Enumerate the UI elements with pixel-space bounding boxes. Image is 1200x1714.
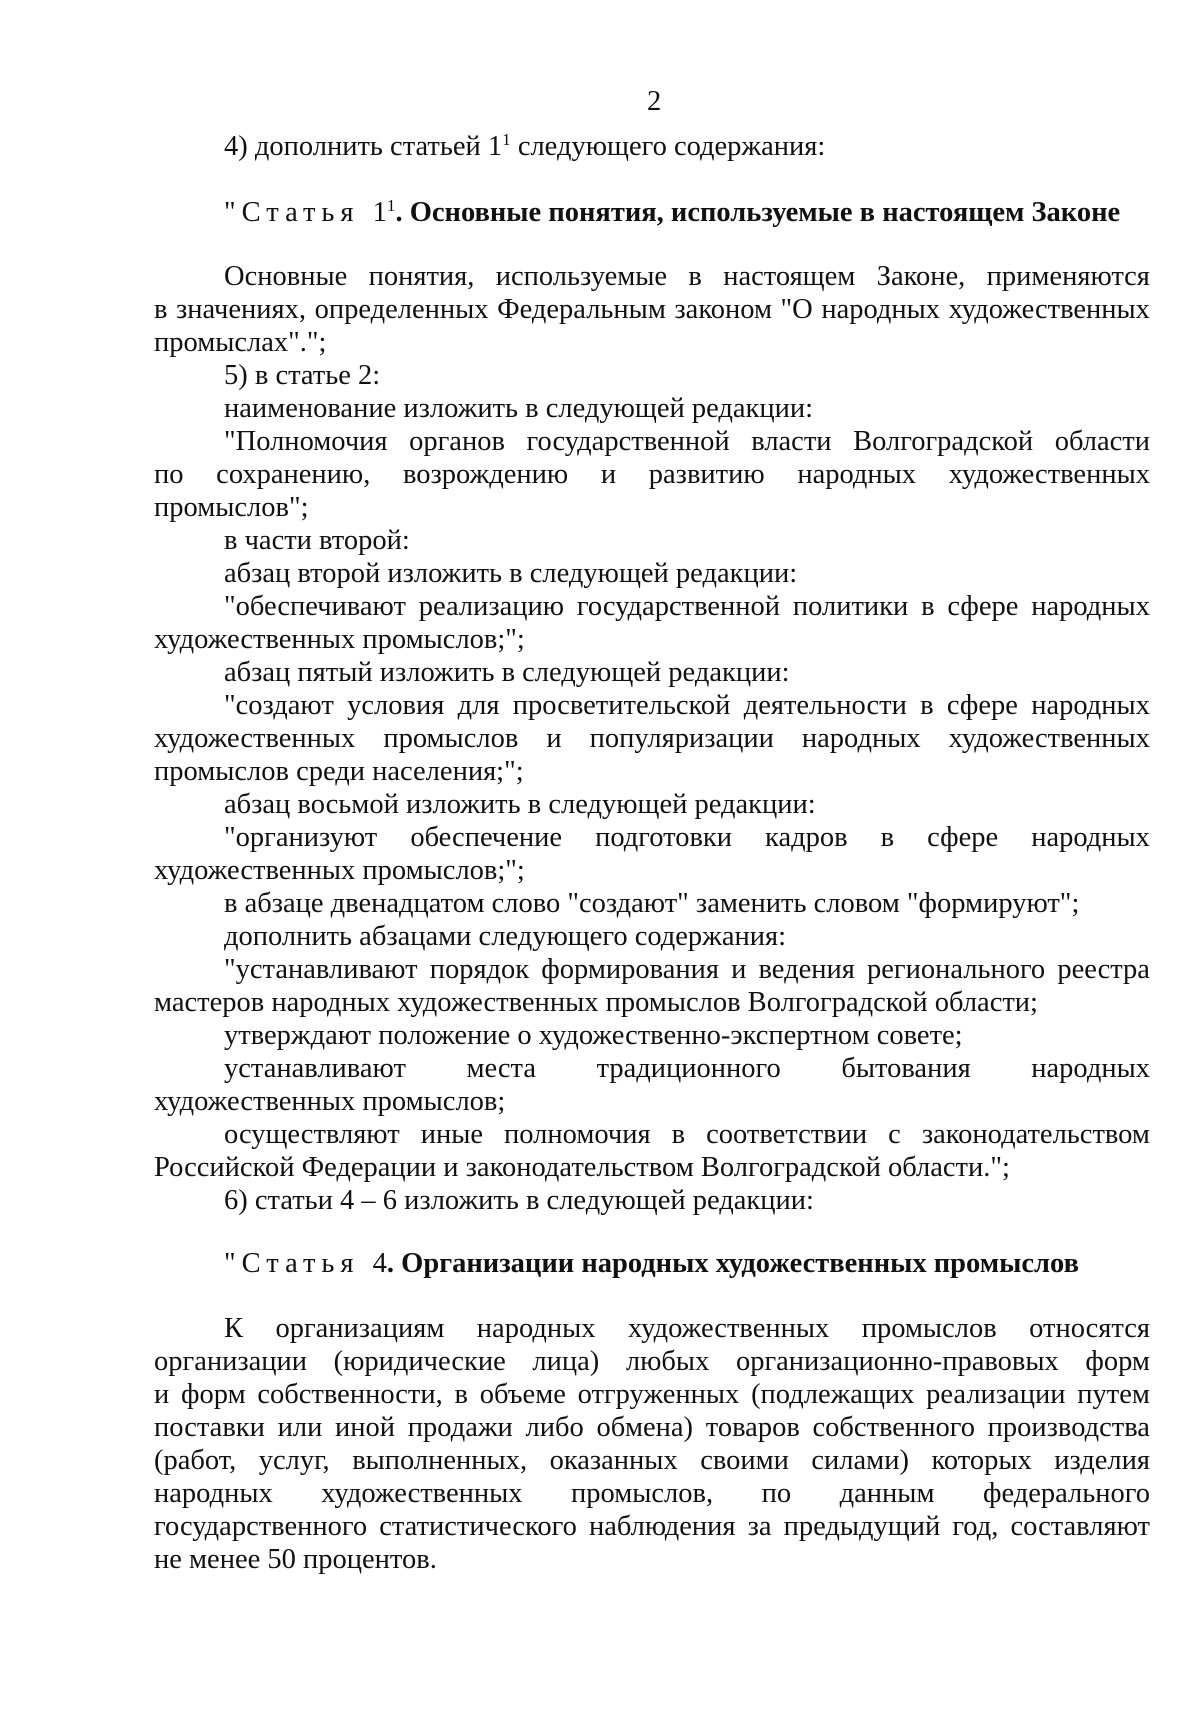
word: за (747, 1511, 772, 1542)
word: лица) (532, 1346, 600, 1377)
name-text-line-2 (154, 461, 1150, 490)
word: народных (1031, 591, 1150, 622)
word: Федеральным (497, 294, 666, 325)
word: для (457, 690, 500, 721)
word: художественных (948, 459, 1150, 490)
article-title: . Основные понятия, используемые в настоящем Законе (395, 197, 1121, 228)
word: данным (839, 1478, 935, 1509)
word: государственной (576, 591, 781, 622)
article-4-line-2 (154, 1348, 1150, 1377)
word: Основные (224, 261, 348, 292)
add-text-p3-line-2: художественных промыслов; (154, 1086, 506, 1117)
item-4-text: 4) дополнить статьей 1 (224, 131, 503, 162)
word: которых (931, 1445, 1032, 1476)
word: статистического (379, 1511, 577, 1542)
word: форм (1085, 1346, 1150, 1377)
word: реализацию (418, 591, 565, 622)
para-12-edit: в абзаце двенадцатом слово "создают" заменить словом "формируют"; (224, 888, 1080, 919)
word: изделия (1054, 1445, 1150, 1476)
word: форм (181, 1379, 246, 1410)
article-1-1-line-2 (154, 296, 1150, 325)
article-4-line-5 (154, 1447, 1150, 1476)
article-4-line-6 (154, 1480, 1150, 1509)
add-text-p2: утверждают положение о художественно-экспертном совете; (224, 1020, 963, 1051)
word: иные (420, 1119, 484, 1150)
word: "Полномочия (224, 426, 388, 457)
word: или (277, 1412, 323, 1443)
word: сфере (946, 690, 1018, 721)
para-5-text-line-2 (154, 725, 1150, 754)
item-4-text-end: следующего содержания: (510, 131, 826, 162)
word: по (154, 459, 184, 490)
para-2-edit: абзац второй изложить в следующей редакции: (224, 558, 798, 589)
word: и (731, 954, 747, 985)
article-4-line-4 (154, 1414, 1150, 1443)
word: относятся (1029, 1313, 1150, 1344)
article-4-number: 4 (372, 1248, 387, 1279)
word: художественных (948, 294, 1150, 325)
word: в (921, 591, 935, 622)
word: государственной (526, 426, 730, 457)
word: кадров (765, 822, 848, 853)
word: соответствии (706, 1119, 868, 1150)
para-5-text-line-3: промыслов среди населения;"; (154, 756, 524, 787)
word: предыдущий (783, 1511, 941, 1542)
article-1-1-line-1 (224, 263, 1150, 292)
article-number-sup: 1 (386, 195, 396, 215)
word: с (888, 1119, 901, 1150)
word: подготовки (595, 822, 732, 853)
add-text-p3-line-1 (224, 1055, 1150, 1084)
word: народных (154, 1478, 273, 1509)
word: и (154, 1379, 170, 1410)
word: организациям (275, 1313, 445, 1344)
word: ведения (758, 954, 855, 985)
word: услуг, (258, 1445, 330, 1476)
word: промыслов, (571, 1478, 714, 1509)
word: развитию (648, 459, 765, 490)
word: народных (821, 294, 941, 325)
word: органов (409, 426, 505, 457)
item-6: 6) статьи 4 – 6 изложить в следующей редакции: (224, 1185, 814, 1216)
word: традиционного (596, 1053, 781, 1084)
name-text-line-3: промыслов"; (154, 492, 309, 523)
article-label: "Статья (224, 197, 373, 228)
word: организации (154, 1346, 308, 1377)
word: Законе, (876, 261, 966, 292)
word: порядок (429, 954, 530, 985)
name-edit: наименование изложить в следующей редакции: (224, 393, 814, 424)
word: товаров (705, 1412, 800, 1443)
word: К (224, 1313, 244, 1344)
word: "обеспечивают (224, 591, 406, 622)
word: сфере (927, 822, 999, 853)
word: понятия, (368, 261, 475, 292)
word: сохранению, (216, 459, 371, 490)
word: наблюдения (588, 1511, 736, 1542)
word: Волгоградской (853, 426, 1034, 457)
item-4 (224, 129, 826, 162)
word: либо (525, 1412, 584, 1443)
word: промыслов (383, 723, 519, 754)
para-2-text-line-1 (224, 593, 1150, 622)
word: сфере (947, 591, 1019, 622)
word: просветительской (512, 690, 731, 721)
para-8-text-line-1 (224, 824, 1150, 853)
word: народных (797, 459, 917, 490)
word: в (454, 1379, 468, 1410)
word: используемые (495, 261, 668, 292)
word: бытования (841, 1053, 971, 1084)
word: в (920, 690, 934, 721)
word: в (671, 1119, 686, 1150)
word: определенных (314, 294, 489, 325)
word: значениях, (176, 294, 307, 325)
word: народных (1031, 690, 1150, 721)
word: формирования (541, 954, 719, 985)
word: художественных (948, 723, 1150, 754)
word: осуществляют (224, 1119, 400, 1150)
word: настоящем (723, 261, 856, 292)
word: (юридические (333, 1346, 506, 1377)
word: организационно-правовых (735, 1346, 1059, 1377)
word: устанавливают (224, 1053, 406, 1084)
word: "создают (224, 690, 334, 721)
word: власти (751, 426, 832, 457)
word: иной (335, 1412, 396, 1443)
word: регионального (866, 954, 1046, 985)
word: и (546, 723, 562, 754)
word: силами) (811, 1445, 909, 1476)
add-text-p4-line-1 (224, 1121, 1150, 1150)
word: народных (801, 723, 921, 754)
word: составляют (1010, 1511, 1150, 1542)
article-4-heading (224, 1250, 1079, 1279)
para-2-text-line-2: художественных промыслов;"; (154, 624, 525, 655)
item-5: 5) в статье 2: (224, 360, 381, 391)
word: объеме (479, 1379, 566, 1410)
item-4-sup: 1 (502, 129, 511, 149)
add-text-p4-line-2: Российской Федерации и законодательством Волгоградской области."; (154, 1152, 1010, 1183)
word: условия (347, 690, 445, 721)
word: выполненных, (352, 1445, 528, 1476)
article-4-line-8: не менее 50 процентов. (154, 1544, 437, 1575)
word: федерального (982, 1478, 1150, 1509)
add-text-p1-line-1 (224, 956, 1150, 985)
word: народных (1031, 1053, 1150, 1084)
word: любых (625, 1346, 710, 1377)
word: путем (1077, 1379, 1150, 1410)
word: оказанных (549, 1445, 678, 1476)
word: и (600, 459, 617, 490)
para-5-text-line-1 (224, 692, 1150, 721)
article-4-line-3 (154, 1381, 1150, 1410)
word: народных (1031, 822, 1150, 853)
word: художественных (321, 1478, 523, 1509)
word: реализации (926, 1379, 1066, 1410)
para-5-edit: абзац пятый изложить в следующей редакции: (224, 657, 790, 688)
word: законом (674, 294, 772, 325)
word: деятельности (743, 690, 907, 721)
article-4-title: . Организации народных художественных промыслов (386, 1248, 1079, 1279)
word: обеспечение (410, 822, 563, 853)
part-2: в части второй: (224, 525, 410, 556)
word: в (154, 294, 168, 325)
add-text-p1-line-2: мастеров народных художественных промыслов Волгоградской области; (154, 987, 1038, 1018)
word: реестра (1057, 954, 1150, 985)
word: государственного (154, 1511, 368, 1542)
word: по (761, 1478, 792, 1509)
word: год, (952, 1511, 999, 1542)
word: в (688, 261, 702, 292)
word: места (466, 1053, 536, 1084)
word: "О (780, 294, 813, 325)
word: продажи (407, 1412, 513, 1443)
article-4-line-1 (224, 1315, 1150, 1344)
word: возрождению (403, 459, 569, 490)
para-8-edit: абзац восьмой изложить в следующей редакции: (224, 789, 816, 820)
page-number: 2 (647, 86, 662, 117)
word: поставки (154, 1412, 265, 1443)
word: полномочия (504, 1119, 651, 1150)
word: (работ, (154, 1445, 237, 1476)
article-4-label: "Статья (224, 1248, 373, 1279)
word: обмена) (596, 1412, 694, 1443)
word: художественных (627, 1313, 830, 1344)
word: (подлежащих (751, 1379, 915, 1410)
name-text-line-1 (224, 428, 1150, 457)
word: промыслов (861, 1313, 997, 1344)
word: собственного (812, 1412, 975, 1443)
word: народных (476, 1313, 596, 1344)
word: "организуют (224, 822, 378, 853)
word: в (880, 822, 895, 853)
article-1-1-line-3: промыслах"."; (154, 327, 327, 358)
article-4-line-7 (154, 1513, 1150, 1542)
word: художественных (154, 723, 356, 754)
article-number: 1 (372, 197, 387, 228)
word: политики (792, 591, 909, 622)
para-8-text-line-2: художественных промыслов;"; (154, 855, 525, 886)
article-1-1-heading (224, 195, 1121, 228)
word: "устанавливают (224, 954, 418, 985)
word: области (1054, 426, 1150, 457)
add-paragraphs: дополнить абзацами следующего содержания: (224, 921, 787, 952)
word: производства (987, 1412, 1150, 1443)
word: законодательством (921, 1119, 1150, 1150)
word: своими (700, 1445, 789, 1476)
word: применяются (986, 261, 1150, 292)
word: собственности, (257, 1379, 443, 1410)
word: популяризации (589, 723, 774, 754)
word: отгруженных (577, 1379, 740, 1410)
